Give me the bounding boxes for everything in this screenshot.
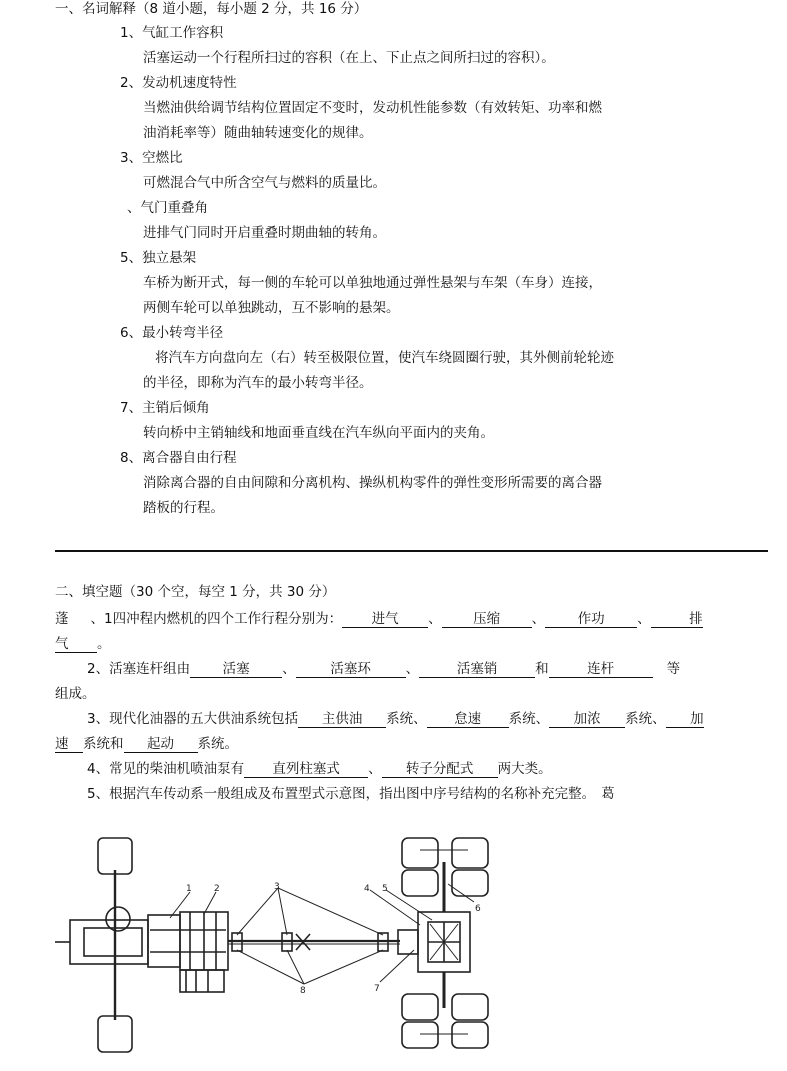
term-title: 3、空燃比 [120, 150, 183, 166]
fill-question-1-cont: 气 。 [55, 636, 111, 652]
answer-blank: 进气 [342, 611, 428, 628]
answer-blank: 速 [55, 736, 83, 753]
fill-question-2: 2、活塞连杆组由 活塞 、 活塞环 、 活塞销 和 连杆 等 [87, 661, 681, 677]
answer-blank: 连杆 [549, 661, 653, 678]
term-definition: 的半径，即称为汽车的最小转弯半径。 [143, 375, 373, 391]
question-text: 4、常见的柴油机喷油泵有 [87, 761, 245, 777]
question-text: 、1四冲程内燃机的四个工作行程分别为： [90, 611, 343, 627]
answer-blank: 主供油 [298, 711, 386, 728]
answer-blank: 活塞 [190, 661, 282, 678]
answer-blank: 作功 [545, 611, 637, 628]
term-definition: 进排气门同时开启重叠时期曲轴的转角。 [143, 225, 386, 241]
diagram-label-8: 8 [300, 986, 306, 996]
diagram-label-5: 5 [382, 884, 388, 894]
term-title: 6、最小转弯半径 [120, 325, 224, 341]
diagram-label-4: 4 [364, 884, 370, 894]
term-definition: 车桥为断开式，每一侧的车轮可以单独地通过弹性悬架与车架（车身）连接， [143, 275, 602, 291]
term-title: 1、气缸工作容积 [120, 25, 224, 41]
fill-question-2-cont: 组成。 [55, 686, 96, 702]
term-definition: 活塞运动一个行程所扫过的容积（在上、下止点之间所扫过的容积）。 [143, 50, 555, 66]
answer-blank: 起动 [124, 736, 198, 753]
question-text: 2、活塞连杆组由 [87, 661, 191, 677]
fill-question-1: 蓬 、1四冲程内燃机的四个工作行程分别为： 进气 、 压缩 、 作功 、 排 [55, 611, 703, 627]
fill-question-4: 4、常见的柴油机喷油泵有 直列柱塞式 、 转子分配式 两大类。 [87, 761, 552, 777]
fill-question-3: 3、现代化油器的五大供油系统包括 主供油 系统、 怠速 系统、 加浓 系统、 加 [87, 711, 704, 727]
diagram-label-1: 1 [186, 884, 192, 894]
term-title: 5、独立悬架 [120, 250, 197, 266]
term-definition: 当燃油供给调节结构位置固定不变时，发动机性能参数（有效转矩、功率和燃 [143, 100, 602, 116]
answer-blank: 直列柱塞式 [244, 761, 368, 778]
diagram-label-2: 2 [214, 884, 220, 894]
section1-heading: 一、名词解释（8 道小题，每小题 2 分，共 16 分） [55, 1, 368, 17]
term-title: 2、发动机速度特性 [120, 75, 237, 91]
answer-blank: 加浓 [549, 711, 625, 728]
diagram-label-3: 3 [274, 882, 280, 892]
answer-blank: 加 [666, 711, 704, 728]
term-definition: 油消耗率等）随曲轴转速变化的规律。 [143, 125, 373, 141]
term-definition: 踏板的行程。 [143, 500, 224, 516]
diagram-label-6: 6 [475, 904, 481, 914]
term-definition: 转向桥中主销轴线和地面垂直线在汽车纵向平面内的夹角。 [143, 425, 494, 441]
question-text: 5、根据汽车传动系一般组成及布置型式示意图，指出图中序号结构的名称补充完整。 [87, 786, 596, 802]
answer-blank: 压缩 [442, 611, 532, 628]
section2-heading: 二、填空题（30 个空，每空 1 分，共 30 分） [55, 584, 336, 600]
term-definition: 两侧车轮可以单独跳动，互不影响的悬架。 [143, 300, 400, 316]
diagram-label-7: 7 [374, 984, 380, 994]
answer-blank: 活塞销 [419, 661, 535, 678]
answer-blank: 怠速 [427, 711, 509, 728]
answer-blank: 转子分配式 [382, 761, 498, 778]
term-title: 7、主销后倾角 [120, 400, 210, 416]
fill-question-3-cont: 速 系统和 起动 系统。 [55, 736, 238, 752]
term-definition: 将汽车方向盘向左（右）转至极限位置，使汽车绕圆圈行驶，其外侧前轮轮迹 [155, 350, 614, 366]
term-title: 8、离合器自由行程 [120, 450, 237, 466]
answer-blank: 气 [55, 636, 97, 653]
term-title: 、气门重叠角 [127, 200, 208, 216]
scan-mark: 葛 [601, 786, 615, 802]
scan-mark: 蓬 [55, 611, 69, 627]
question-text: 3、现代化油器的五大供油系统包括 [87, 711, 299, 727]
answer-blank: 活塞环 [296, 661, 406, 678]
term-definition: 可燃混合气中所含空气与燃料的质量比。 [143, 175, 386, 191]
answer-blank: 排 [651, 611, 703, 628]
term-definition: 消除离合器的自由间隙和分离机构、操纵机构零件的弹性变形所需要的离合器 [143, 475, 602, 491]
